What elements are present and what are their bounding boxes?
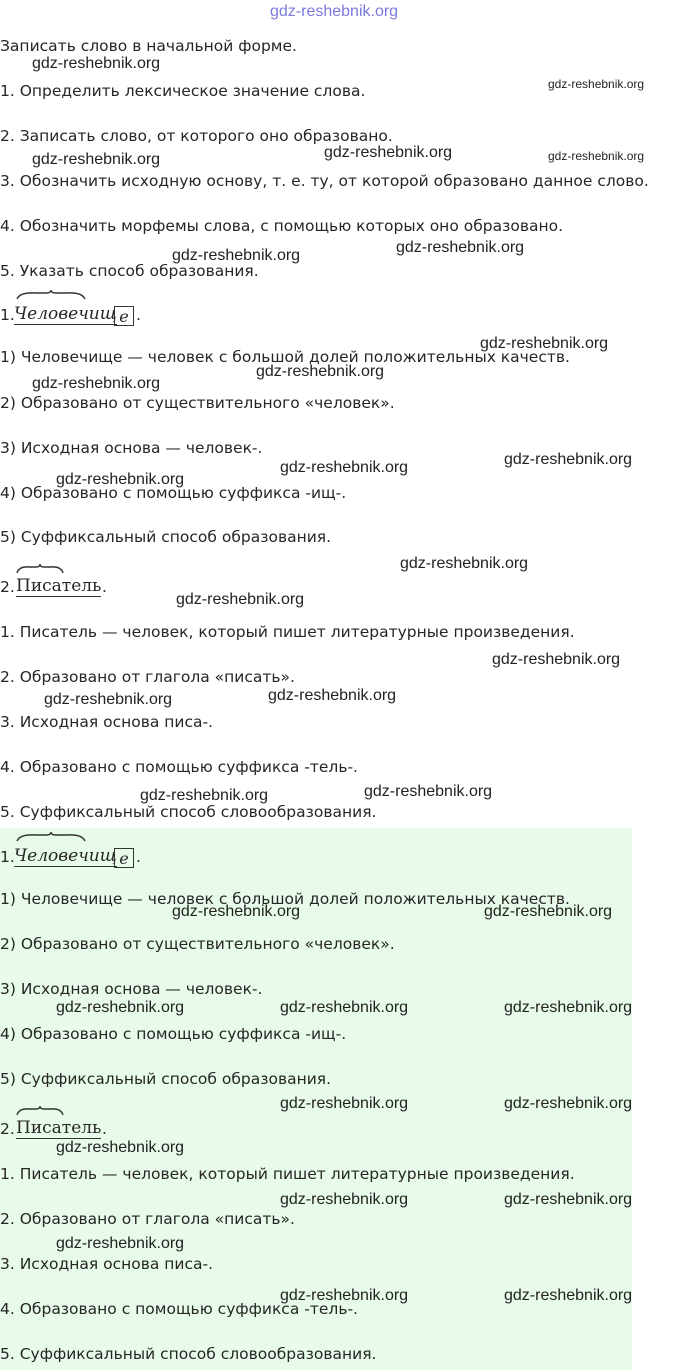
stem-arc-icon — [16, 564, 64, 574]
analysis-line: 4. Образовано с помощью суффикса -тель-. — [0, 758, 358, 776]
watermark: gdz-reshebnik.org — [256, 363, 385, 380]
watermark: gdz-reshebnik.org — [56, 999, 185, 1016]
watermark: gdz-reshebnik.org — [492, 651, 621, 668]
watermark: gdz-reshebnik.org — [56, 1235, 185, 1252]
instruction-step: 4. Обозначить морфемы слова, с помощью которых оно образовано. — [0, 217, 564, 235]
watermark: gdz-reshebnik.org — [56, 471, 185, 488]
watermark: gdz-reshebnik.org — [280, 459, 409, 476]
watermark: gdz-reshebnik.org — [400, 555, 529, 572]
analysis-line: 4) Образовано с помощью суффикса -ищ-. — [0, 1025, 347, 1043]
watermark: gdz-reshebnik.org — [548, 149, 645, 163]
analysis-line: 2) Образовано от существительного «человек». — [0, 394, 395, 412]
word-parse-chelovechishche: 1. Человечищ е . — [0, 290, 200, 330]
watermark: gdz-reshebnik.org — [480, 335, 609, 352]
watermark: gdz-reshebnik.org — [504, 1287, 633, 1304]
analysis-line: 2. Образовано от глагола «писать». — [0, 668, 295, 686]
word-stem: Человечищ — [14, 304, 117, 324]
watermark: gdz-reshebnik.org — [484, 903, 613, 920]
analysis-line: 3) Исходная основа — человек-. — [0, 980, 263, 998]
watermark: gdz-reshebnik.org — [324, 144, 453, 161]
analysis-line: 3. Исходная основа писа-. — [0, 1255, 214, 1273]
analysis-line: 2. Образовано от глагола «писать». — [0, 1210, 295, 1228]
instruction-step: 1. Определить лексическое значение слова. — [0, 82, 366, 100]
stem-arc-icon — [16, 1106, 64, 1116]
analysis-line: 5) Суффиксальный способ образования. — [0, 528, 332, 546]
instruction-step: 5. Указать способ образования. — [0, 262, 259, 280]
watermark: gdz-reshebnik.org — [396, 239, 525, 256]
word-parse-pisatel-highlighted: 2. Писатель . — [0, 1104, 200, 1144]
watermark: gdz-reshebnik.org — [280, 999, 409, 1016]
watermark: gdz-reshebnik.org — [176, 591, 305, 608]
watermark: gdz-reshebnik.org — [280, 1287, 409, 1304]
watermark: gdz-reshebnik.org — [364, 783, 493, 800]
watermark: gdz-reshebnik.org — [504, 1095, 633, 1112]
watermark: gdz-reshebnik.org — [504, 999, 633, 1016]
word-stem: Писатель — [16, 576, 102, 596]
site-watermark-top: gdz-reshebnik.org — [270, 3, 399, 20]
instruction-step: 2. Записать слово, от которого оно образовано. — [0, 127, 393, 145]
watermark: gdz-reshebnik.org — [548, 77, 645, 91]
analysis-line: 1. Писатель — человек, который пишет литературные произведения. — [0, 623, 575, 641]
watermark: gdz-reshebnik.org — [56, 1139, 185, 1156]
analysis-line: 2) Образовано от существительного «человек». — [0, 935, 395, 953]
watermark: gdz-reshebnik.org — [504, 451, 633, 468]
analysis-line: 1) Человечище — человек с большой долей положительных качеств. — [0, 890, 570, 908]
word-stem: Писатель — [16, 1118, 102, 1138]
watermark: gdz-reshebnik.org — [44, 691, 173, 708]
analysis-line: 3) Исходная основа — человек-. — [0, 439, 263, 457]
watermark: gdz-reshebnik.org — [32, 55, 161, 72]
analysis-line: 5. Суффиксальный способ словообразования. — [0, 1345, 377, 1363]
word-parse-chelovechishche-highlighted: 1. Человечищ е . — [0, 832, 200, 872]
word-stem: Человечищ — [14, 846, 117, 866]
analysis-line: 1) Человечище — человек с большой долей положительных качеств. — [0, 348, 570, 366]
stem-arc-icon — [16, 290, 86, 300]
word-parse-pisatel: 2. Писатель . — [0, 562, 200, 602]
analysis-line: 1. Писатель — человек, который пишет литературные произведения. — [0, 1165, 575, 1183]
instruction-step: 3. Обозначить исходную основу, т. е. ту, от которой образовано данное слово. — [0, 172, 649, 190]
watermark: gdz-reshebnik.org — [172, 247, 301, 264]
analysis-line: 5. Суффиксальный способ словообразования. — [0, 803, 377, 821]
word-ending-box: е — [114, 848, 134, 868]
instruction-intro: Записать слово в начальной форме. — [0, 37, 297, 55]
analysis-line: 4) Образовано с помощью суффикса -ищ-. — [0, 484, 347, 502]
analysis-line: 4. Образовано с помощью суффикса -тель-. — [0, 1300, 358, 1318]
analysis-line: 5) Суффиксальный способ образования. — [0, 1070, 332, 1088]
watermark: gdz-reshebnik.org — [140, 787, 269, 804]
word-ending-box: е — [114, 306, 134, 326]
watermark: gdz-reshebnik.org — [280, 1191, 409, 1208]
stem-arc-icon — [16, 832, 86, 842]
watermark: gdz-reshebnik.org — [32, 151, 161, 168]
watermark: gdz-reshebnik.org — [172, 903, 301, 920]
watermark: gdz-reshebnik.org — [268, 687, 397, 704]
watermark: gdz-reshebnik.org — [32, 375, 161, 392]
watermark: gdz-reshebnik.org — [280, 1095, 409, 1112]
analysis-line: 3. Исходная основа писа-. — [0, 713, 214, 731]
watermark: gdz-reshebnik.org — [504, 1191, 633, 1208]
